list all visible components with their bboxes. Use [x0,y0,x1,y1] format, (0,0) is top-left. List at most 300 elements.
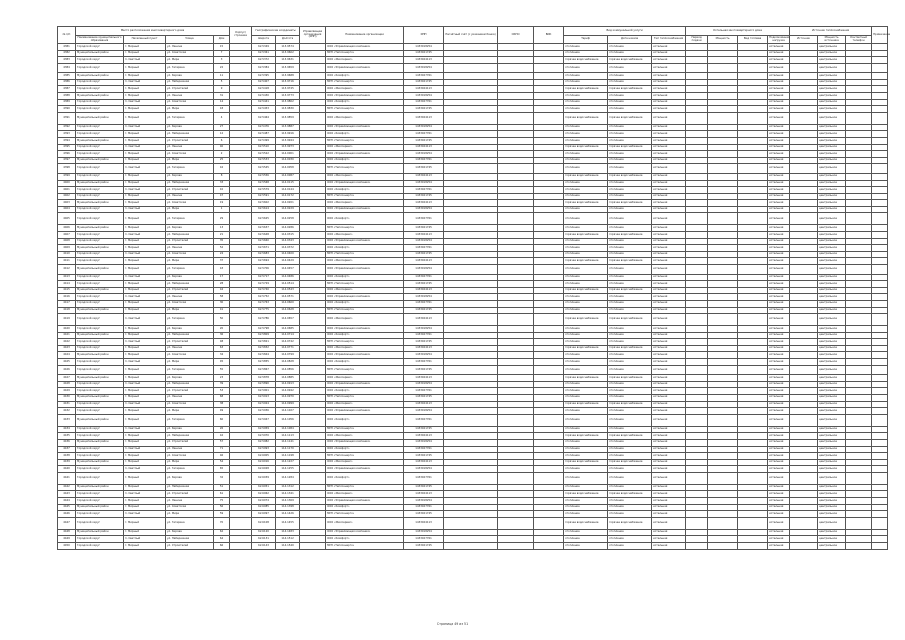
table-cell: ООО «Комфорт» [326,504,404,511]
table-cell: г. Мирный [124,326,166,333]
table-cell: Городской округ [76,86,124,93]
table-cell [790,365,818,375]
table-cell [498,180,534,187]
table-cell: отопление [564,536,608,543]
table-cell: котельная [652,466,686,473]
table-cell [790,86,818,93]
table-cell [708,251,738,258]
table-cell [846,213,872,225]
table-cell: 40 [214,144,230,151]
table-row [58,511,888,518]
table-cell [230,433,252,440]
table-row [58,359,888,366]
table-cell: котельная [652,314,686,326]
table-cell [686,164,708,174]
table-cell [846,99,872,106]
table-cell [738,144,768,151]
table-cell: п. Светлый [124,124,166,131]
table-cell: ул. Гагарина [166,314,214,326]
table-cell [872,258,888,265]
table-cell: 2 [214,151,230,158]
table-cell: 62.5637 [252,225,276,232]
table-cell: 114.0286 [276,225,300,232]
table-cell [444,375,498,382]
table-cell [790,326,818,333]
table-cell: п. Светлый [124,187,166,194]
table-cell [300,124,326,131]
table-cell [872,517,888,529]
table-cell: ул. Набережная [166,281,214,288]
table-cell [444,414,498,426]
table-cell: МУП «Теплоэнерго» [326,79,404,86]
table-cell: 62.5591 [252,193,276,200]
table-cell [686,225,708,232]
table-cell: 4381 [58,44,76,51]
table-cell [230,274,252,281]
table-cell: Городской округ [76,213,124,225]
table-cell: ООО «Управляющая компания» [326,381,404,388]
table-cell: отопление [564,187,608,194]
table-cell: ул. Советская [166,251,214,258]
table-cell: 62.5752 [252,294,276,301]
table-cell [790,57,818,64]
table-cell [534,414,564,426]
table-cell: отопление [608,138,652,145]
table-cell: 4442 [58,484,76,491]
table-cell: котельная [768,274,790,281]
table-cell: 1433027761 [404,359,444,366]
table-cell: Муниципальный район [76,307,124,314]
table-cell [230,466,252,473]
table-cell: 114.0657 [276,314,300,326]
table-cell: 4417 [58,300,76,307]
table-cell: центральное [818,232,846,239]
table-cell [444,79,498,86]
table-cell [872,408,888,415]
table-cell: котельная [768,281,790,288]
table-cell: г. Мирный [124,439,166,446]
table-cell [444,466,498,473]
table-cell [708,206,738,213]
table-cell [790,287,818,294]
table-cell [872,401,888,408]
table-cell: 38 [214,401,230,408]
table-cell: 1433018254 [404,381,444,388]
table-cell [686,93,708,100]
table-cell: 17 [214,274,230,281]
table-cell [534,245,564,252]
table-cell [534,504,564,511]
table-cell: 114.0372 [276,245,300,252]
table-cell: центральное [818,491,846,498]
table-cell [872,498,888,505]
table-row [58,466,888,473]
table-cell [534,106,564,113]
table-row [58,173,888,180]
table-cell: котельная [768,352,790,359]
table-cell [534,112,564,124]
table-cell [846,433,872,440]
table-row [58,401,888,408]
table-cell: ул. Набережная [166,332,214,339]
table-cell [444,131,498,138]
table-cell [846,536,872,543]
table-cell: 1433024113 [404,401,444,408]
table-cell: 62.5832 [252,345,276,352]
table-row [58,144,888,151]
table-cell [686,314,708,326]
table-cell: 62.5522 [252,151,276,158]
header-lat: Широта [252,36,276,44]
table-cell [498,294,534,301]
table-cell [686,131,708,138]
table-cell: Городской округ [76,536,124,543]
table-cell: Городской округ [76,164,124,174]
table-cell: МУП «Теплоэнерго» [326,426,404,433]
table-cell: 4407 [58,232,76,239]
header-pay-account: Расчётный счёт (с указанием банка) [444,27,498,44]
table-row [58,274,888,281]
table-cell: ООО «Управляющая компания» [326,439,404,446]
table-cell: 114.0999 [276,401,300,408]
table-cell [498,381,534,388]
table-cell: котельная [768,57,790,64]
table-cell: центральное [818,225,846,232]
table-cell: ул. Набережная [166,484,214,491]
table-cell: 62.5441 [252,99,276,106]
table-cell: Городской округ [76,365,124,375]
table-cell: 62.5625 [252,213,276,225]
table-cell: горячее водоснабжение [608,112,652,124]
table-cell: 114.1341 [276,491,300,498]
table-cell: ул. Мира [166,258,214,265]
table-cell [534,345,564,352]
table-cell [790,466,818,473]
table-cell [444,326,498,333]
table-cell: Муниципальный район [76,265,124,275]
header-heat-type: Тип теплоснабжения [652,36,686,44]
table-cell: Муниципальный район [76,287,124,294]
table-cell: 62.5614 [252,206,276,213]
table-cell [846,375,872,382]
table-cell [230,459,252,466]
table-cell: котельная [768,63,790,73]
table-cell [790,225,818,232]
table-cell: 4435 [58,433,76,440]
table-cell: 62.5660 [252,238,276,245]
table-cell: ул. Советская [166,401,214,408]
table-cell [300,439,326,446]
table-cell: Городской округ [76,274,124,281]
table-cell [498,213,534,225]
table-cell: 114.0144 [276,187,300,194]
table-cell [444,472,498,484]
table-cell: котельная [768,157,790,164]
table-cell: ул. Строителей [166,287,214,294]
table-cell: ул. Ленина [166,294,214,301]
table-cell: 1433024113 [404,287,444,294]
table-cell: п. Светлый [124,359,166,366]
table-cell [872,529,888,536]
table-cell: 114.0913 [276,381,300,388]
table-row [58,426,888,433]
table-cell: 114.0714 [276,332,300,339]
table-row [58,238,888,245]
table-cell: ООО «Жилсервис» [326,112,404,124]
header-group-utilities: Вид коммунальной услуги [564,27,686,36]
table-cell [498,401,534,408]
table-row [58,504,888,511]
table-cell: 62.6039 [252,472,276,484]
table-cell: п. Светлый [124,466,166,473]
table-cell [790,408,818,415]
table-cell: Городской округ [76,326,124,333]
table-cell [790,251,818,258]
table-cell: котельная [652,388,686,395]
header-src: Источник [790,36,818,44]
table-cell [686,245,708,252]
table-cell: ООО «Управляющая компания» [326,466,404,473]
table-cell: 1433027761 [404,99,444,106]
table-cell: ООО «Управляющая компания» [326,124,404,131]
table-cell [534,491,564,498]
table-cell [708,536,738,543]
table-cell: 23 [214,375,230,382]
table-cell: 4419 [58,314,76,326]
table-cell [686,73,708,80]
table-cell: котельная [652,238,686,245]
table-cell: котельная [652,359,686,366]
table-cell: 4434 [58,426,76,433]
table-cell: 62.6062 [252,491,276,498]
table-cell [498,187,534,194]
table-cell [230,258,252,265]
table-cell: ул. Ленина [166,193,214,200]
table-cell: 1433024113 [404,112,444,124]
table-cell: 43 [214,265,230,275]
table-cell [738,332,768,339]
table-cell: котельная [652,394,686,401]
table-cell [230,326,252,333]
table-cell [230,57,252,64]
table-cell [686,326,708,333]
table-cell: 114.0058 [276,164,300,174]
table-cell: котельная [652,339,686,346]
table-cell: 1433027761 [404,300,444,307]
table-cell: 114.0742 [276,339,300,346]
table-cell: 113.9631 [276,57,300,64]
table-cell: 1433021745 [404,365,444,375]
table-cell: ООО «Управляющая компания» [326,151,404,158]
header-street: Улица [166,36,214,44]
table-row [58,414,888,426]
table-cell: г. Мирный [124,365,166,375]
table-cell: котельная [652,517,686,529]
table-cell: 4426 [58,365,76,375]
table-cell [872,131,888,138]
table-cell: отопление [608,388,652,395]
table-cell: отопление [564,50,608,57]
table-cell [708,200,738,207]
table-cell: 62.6016 [252,459,276,466]
table-cell [686,281,708,288]
table-cell [534,281,564,288]
table-cell [300,112,326,124]
table-cell: 62.5395 [252,73,276,80]
table-cell: 1433018254 [404,466,444,473]
table-cell: 30 [214,300,230,307]
table-cell: 1433018254 [404,498,444,505]
table-cell [846,359,872,366]
table-cell: Городской округ [76,491,124,498]
table-cell: МУП «Теплоэнерго» [326,339,404,346]
table-cell [708,381,738,388]
table-cell [846,173,872,180]
table-cell: 12 [214,131,230,138]
table-cell: МУП «Теплоэнерго» [326,50,404,57]
table-cell: котельная [768,131,790,138]
table-cell: 4446 [58,511,76,518]
table-cell: ул. Кирова [166,225,214,232]
table-cell [846,251,872,258]
table-cell [534,388,564,395]
table-cell [708,151,738,158]
table-cell: г. Мирный [124,180,166,187]
table-cell: котельная [652,73,686,80]
table-cell: ул. Строителей [166,439,214,446]
table-cell [230,332,252,339]
table-cell: 4420 [58,326,76,333]
table-cell [534,124,564,131]
table-cell: горячее водоснабжение [608,433,652,440]
table-cell: 114.1198 [276,453,300,460]
table-cell: горячее водоснабжение [564,86,608,93]
table-cell: ул. Набережная [166,131,214,138]
table-cell: котельная [652,408,686,415]
table-cell: котельная [652,131,686,138]
table-cell [444,281,498,288]
table-row [58,517,888,529]
table-cell: 4440 [58,466,76,473]
table-cell [846,232,872,239]
table-cell: МУП «Теплоэнерго» [326,307,404,314]
table-cell [872,173,888,180]
table-cell [708,339,738,346]
table-cell: ул. Мира [166,459,214,466]
table-cell [790,200,818,207]
table-cell [738,426,768,433]
table-cell [686,388,708,395]
table-cell [846,63,872,73]
table-row [58,213,888,225]
table-cell: 114.0685 [276,326,300,333]
table-cell: центральное [818,314,846,326]
table-cell [230,453,252,460]
table-cell [872,124,888,131]
table-cell: отопление [608,543,652,550]
table-cell: центральное [818,63,846,73]
table-cell: ул. Ленина [166,345,214,352]
table-cell [300,258,326,265]
table-cell [846,472,872,484]
table-cell [230,131,252,138]
table-cell [708,300,738,307]
table-cell [738,93,768,100]
table-cell: отопление [564,511,608,518]
table-cell: 114.1056 [276,414,300,426]
table-cell [444,57,498,64]
table-cell: п. Светлый [124,536,166,543]
table-cell [230,504,252,511]
table-cell [790,401,818,408]
table-cell [498,414,534,426]
table-cell: 1433018254 [404,238,444,245]
table-cell: 1433018254 [404,408,444,415]
table-cell [230,543,252,550]
table-cell: ООО «Управляющая компания» [326,93,404,100]
table-cell [686,414,708,426]
header-tariff: Тариф [564,36,608,44]
table-cell [846,491,872,498]
table-cell [498,265,534,275]
table-cell [846,394,872,401]
table-cell: 114.1255 [276,466,300,473]
table-cell: 4423 [58,345,76,352]
table-cell: центральное [818,365,846,375]
table-cell [230,439,252,446]
table-cell: 113.9944 [276,138,300,145]
table-cell [872,339,888,346]
table-cell [708,187,738,194]
table-cell: 62.5970 [252,433,276,440]
table-cell: котельная [768,86,790,93]
table-cell: отопление [608,352,652,359]
table-cell [300,345,326,352]
table-cell: отопление [564,359,608,366]
table-cell [534,394,564,401]
table-cell: центральное [818,151,846,158]
table-cell: 42 [214,433,230,440]
table-cell [498,245,534,252]
table-cell: 1433027761 [404,73,444,80]
table-cell: отопление [608,157,652,164]
table-row [58,200,888,207]
table-cell: ул. Ленина [166,446,214,453]
table-cell [708,73,738,80]
table-cell: 1433027761 [404,187,444,194]
table-cell [872,44,888,51]
table-row [58,157,888,164]
table-cell [738,225,768,232]
table-cell: 1433027761 [404,131,444,138]
table-cell: г. Мирный [124,352,166,359]
table-cell: отопление [564,44,608,51]
table-cell [708,433,738,440]
table-cell [738,63,768,73]
table-cell [872,50,888,57]
table-cell [444,265,498,275]
table-cell: 62.5993 [252,446,276,453]
table-cell: отопление [564,498,608,505]
table-cell: ул. Гагарина [166,517,214,529]
table-cell [230,446,252,453]
table-cell: 4385 [58,73,76,80]
table-cell: горячее водоснабжение [564,433,608,440]
table-cell: котельная [652,543,686,550]
table-cell [444,381,498,388]
table-cell [846,511,872,518]
table-cell [498,138,534,145]
